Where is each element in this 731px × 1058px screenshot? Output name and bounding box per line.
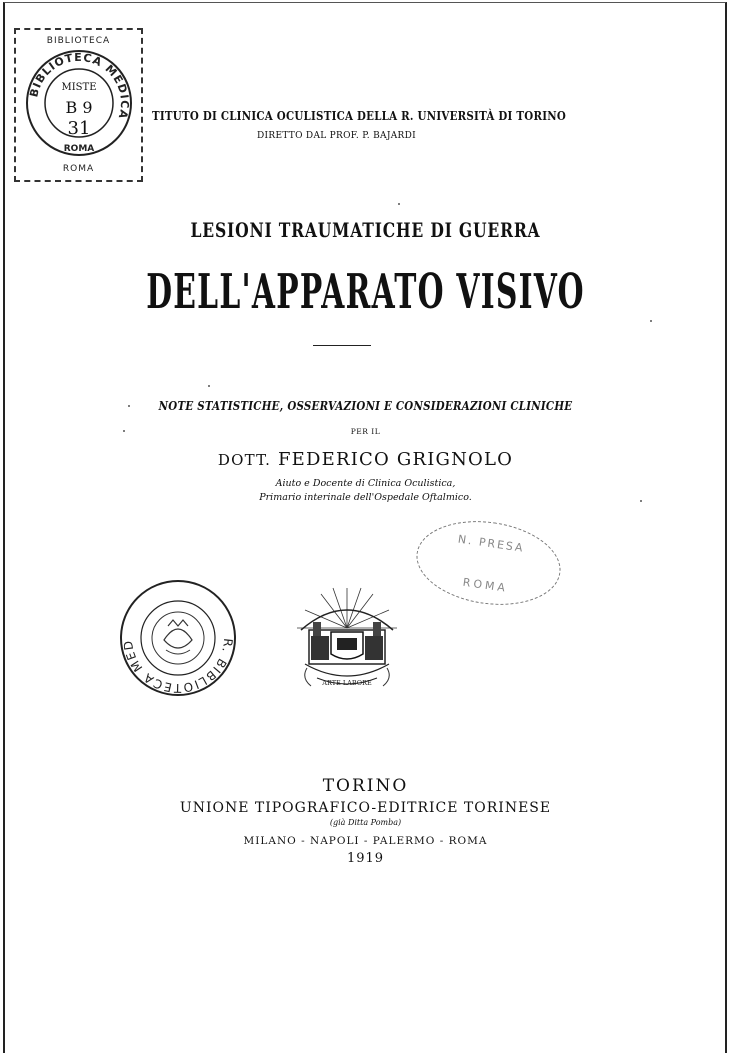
emblem-motto: ARTE LABORE	[322, 679, 372, 687]
oval-stamp-top: N. PRESA	[457, 532, 526, 555]
round-stamp-text: R. BIBLIOTECA MED	[120, 637, 236, 696]
imprint-publisher: UNIONE TIPOGRAFICO-EDITRICE TORINESE	[179, 800, 552, 816]
author-prefix: DOTT.	[217, 451, 272, 469]
round-library-stamp	[118, 578, 238, 702]
main-title: DELL'APPARATO VISIVO	[146, 264, 585, 320]
oval-stamp-bottom: ROMA	[462, 575, 509, 595]
institute-line: TITUTO DI CLINICA OCULISTICA DELLA R. UNIVERSITÀ DI TORINO	[152, 108, 567, 123]
director-line: DIRETTO DAL PROF. P. BAJARDI	[257, 131, 416, 141]
library-stamp-top-label: BIBLIOTECA	[46, 36, 111, 46]
library-seal-roma: ROMA	[63, 144, 95, 154]
speck	[398, 203, 400, 205]
author-role-2: Primario interinale dell'Ospedale Oftalmico.	[259, 492, 472, 503]
shelf-number: 31	[67, 118, 91, 139]
shelf-mark: B 9	[65, 98, 93, 117]
imprint-formerly: (già Ditta Pomba)	[329, 818, 402, 827]
svg-text:R. BIBLIOTECA MEDICA ROMA	[118, 578, 235, 695]
speck	[123, 430, 125, 432]
imprint-city: TORINO	[322, 776, 409, 796]
imprint-year: 1919	[346, 851, 385, 866]
author-name: FEDERICO GRIGNOLO	[277, 449, 514, 470]
author-line	[0, 449, 731, 470]
notes-line: NOTE STATISTICHE, OSSERVAZIONI E CONSIDERAZIONI CLINICHE	[158, 398, 573, 413]
speck	[650, 320, 652, 322]
subtitle: LESIONI TRAUMATICHE DI GUERRA	[190, 218, 541, 242]
per-label: PER IL	[350, 427, 381, 436]
library-stamp	[14, 28, 143, 182]
shelf-section: MISTE	[61, 82, 97, 93]
round-stamp-icon	[118, 578, 238, 698]
speck	[208, 385, 210, 387]
emblem-icon	[287, 582, 407, 702]
title-rule	[313, 345, 371, 346]
speck	[128, 405, 130, 407]
author-role-1: Aiuto e Docente di Clinica Oculistica,	[275, 478, 456, 489]
speck	[640, 500, 642, 502]
imprint-cities: MILANO - NAPOLI - PALERMO - ROMA	[243, 835, 488, 847]
library-seal-ring-text: BIBLIOTECA MEDICA	[27, 50, 132, 121]
publisher-emblem	[287, 582, 407, 706]
library-stamp-bottom-label: ROMA	[62, 164, 95, 174]
